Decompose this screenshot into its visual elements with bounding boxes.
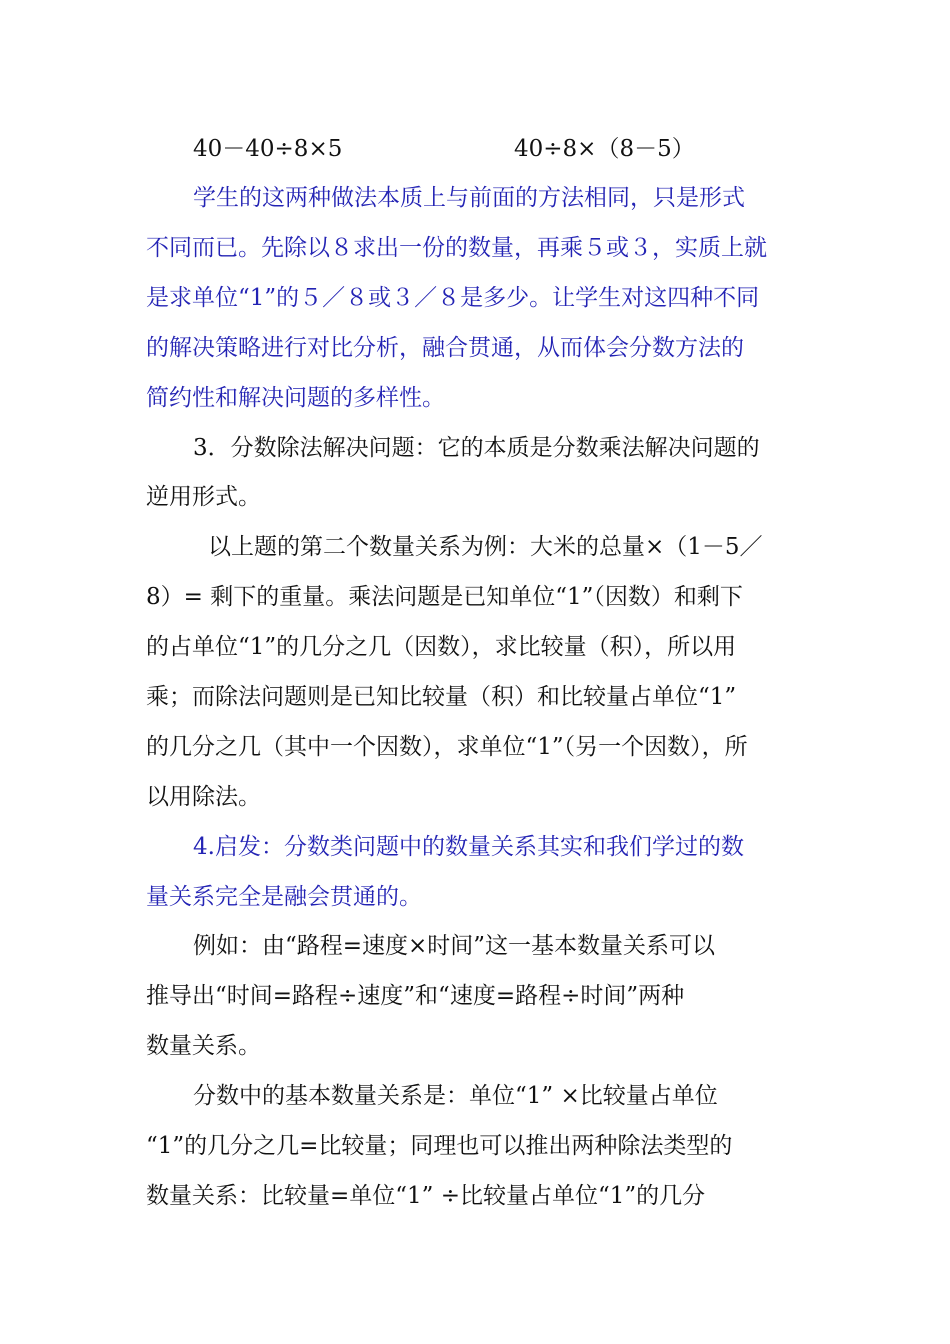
text-line: 以上题的第二个数量关系为例：大米的总量×（1－5／	[208, 534, 763, 560]
text-line: 推导出“时间=路程÷速度”和“速度=路程÷时间”两种	[146, 983, 685, 1009]
text-line: 3．分数除法解决问题：它的本质是分数乘法解决问题的	[193, 435, 760, 461]
text-line: 以用除法。	[146, 784, 261, 810]
text-line: 逆用形式。	[146, 484, 261, 510]
text-line: 乘；而除法问题则是已知比较量（积）和比较量占单位“1”	[146, 684, 737, 710]
text-line: 的占单位“1”的几分之几（因数），求比较量（积），所以用	[146, 634, 737, 660]
text-line: 简约性和解决问题的多样性。	[146, 385, 445, 411]
text-line: 数量关系：比较量=单位“1” ÷比较量占单位“1”的几分	[146, 1183, 706, 1209]
text-line: 是求单位“1”的５／８或３／８是多少。让学生对这四种不同	[146, 285, 760, 311]
text-line: 4.启发：分数类问题中的数量关系其实和我们学过的数	[193, 834, 744, 860]
text-line: 分数中的基本数量关系是：单位“1” ×比较量占单位	[193, 1083, 718, 1109]
text-line: 8）= 剩下的重量。乘法问题是已知单位“1”（因数）和剩下	[146, 584, 743, 610]
text-line: 的几分之几（其中一个因数），求单位“1”（另一个因数），所	[146, 734, 748, 760]
text-line: 例如：由“路程=速度×时间”这一基本数量关系可以	[193, 933, 716, 959]
expression-multiplication: 40÷8×（8－5）	[514, 136, 695, 162]
text-line: 学生的这两种做法本质上与前面的方法相同，只是形式	[193, 185, 745, 211]
text-line: 不同而已。先除以８求出一份的数量，再乘５或３，实质上就	[146, 235, 767, 261]
text-line: 数量关系。	[146, 1033, 261, 1059]
expression-subtraction: 40－40÷8×5	[193, 136, 343, 162]
text-line: “1”的几分之几=比较量；同理也可以推出两种除法类型的	[146, 1133, 733, 1159]
text-line: 的解决策略进行对比分析，融合贯通，从而体会分数方法的	[146, 335, 744, 361]
text-line: 量关系完全是融会贯通的。	[146, 884, 422, 910]
